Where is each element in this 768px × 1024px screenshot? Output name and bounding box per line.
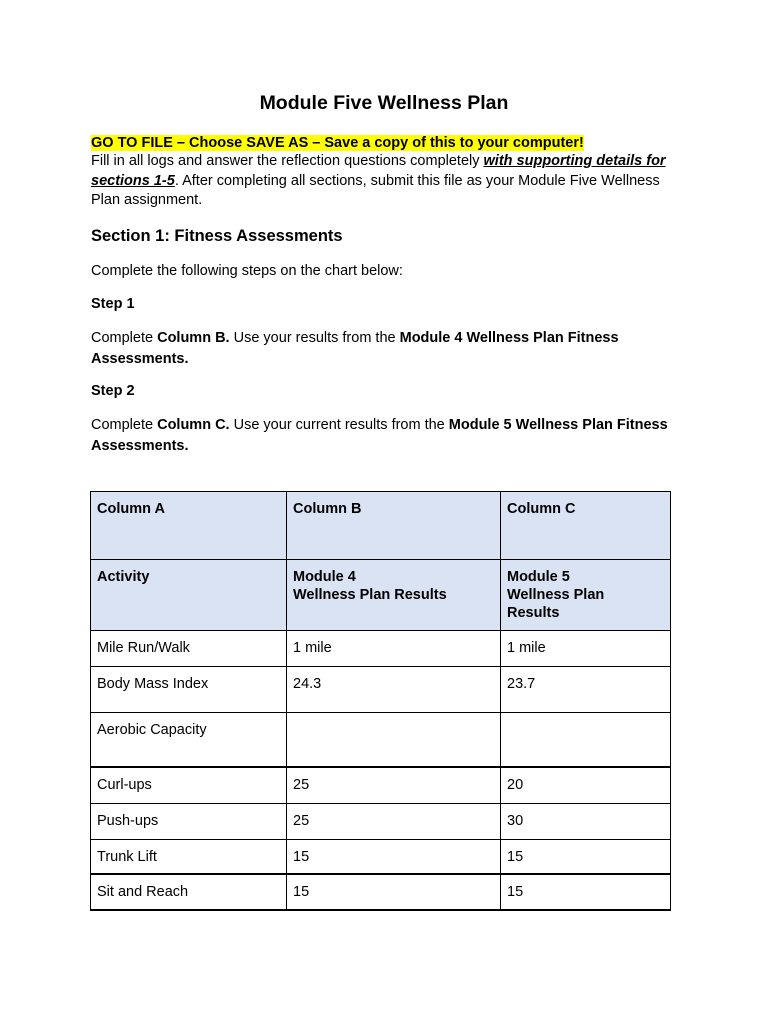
activity-cell: Trunk Lift	[91, 840, 287, 875]
step-2-b2: Module 5 Wellness Plan Fitness Assessments.	[91, 417, 668, 454]
step-2-text	[91, 415, 671, 456]
intro-text-after: . After completing all sections, submit this file as your Module Five Wellness Plan assignment.	[91, 172, 660, 208]
activity-cell: Curl-ups	[91, 767, 287, 804]
module5-result-cell[interactable]: 15	[501, 874, 671, 910]
intro-emphasis: with supporting details for sections 1-5	[91, 153, 666, 189]
header-column-b: Column B	[287, 492, 501, 560]
step-1-label: Step 1	[91, 296, 135, 312]
save-instruction-text: GO TO FILE – Choose SAVE AS – Save a copy of this to your computer!	[91, 135, 584, 151]
activity-cell: Mile Run/Walk	[91, 631, 287, 667]
module4-result-cell[interactable]: 15	[287, 840, 501, 875]
activity-cell: Sit and Reach	[91, 874, 287, 910]
step-2-t2: Use your current results from the	[229, 417, 449, 433]
table-row	[91, 840, 671, 875]
save-instruction	[91, 134, 584, 152]
step-2-t1: Complete	[91, 417, 158, 433]
header-module5-results: Module 5 Wellness Plan Results	[501, 560, 671, 631]
module5-result-cell[interactable]: 30	[501, 804, 671, 840]
header-column-a: Column A	[91, 492, 287, 560]
module4-result-cell[interactable]: 25	[287, 804, 501, 840]
activity-cell: Push-ups	[91, 804, 287, 840]
module4-result-cell[interactable]	[287, 713, 501, 768]
module5-result-cell[interactable]: 15	[501, 840, 671, 875]
module5-result-cell[interactable]: 23.7	[501, 667, 671, 713]
document-title: Module Five Wellness Plan	[259, 92, 509, 114]
header-activity: Activity	[91, 560, 287, 631]
intro-paragraph	[91, 152, 671, 211]
module4-result-cell[interactable]: 15	[287, 874, 501, 910]
header-module4-results: Module 4 Wellness Plan Results	[287, 560, 501, 631]
section-1-heading: Section 1: Fitness Assessments	[91, 227, 343, 245]
table-row	[91, 874, 671, 910]
step-1-t1: Complete	[91, 330, 158, 346]
fitness-assessment-table	[90, 491, 671, 911]
table-row	[91, 667, 671, 713]
step-2-b1: Column C.	[157, 417, 230, 433]
section-1-instructions: Complete the following steps on the chart below:	[91, 263, 403, 279]
intro-text-before: Fill in all logs and answer the reflection questions completely	[91, 153, 484, 169]
table-row	[91, 713, 671, 768]
step-1-text	[91, 328, 671, 369]
module4-result-cell[interactable]: 1 mile	[287, 631, 501, 667]
step-1-b1: Column B.	[157, 330, 230, 346]
activity-cell: Body Mass Index	[91, 667, 287, 713]
header-column-c: Column C	[501, 492, 671, 560]
table-header-row-columns	[91, 492, 671, 560]
module5-result-cell[interactable]: 1 mile	[501, 631, 671, 667]
module4-result-cell[interactable]: 24.3	[287, 667, 501, 713]
module4-result-cell[interactable]: 25	[287, 767, 501, 804]
table-row	[91, 767, 671, 804]
step-1-b2: Module 4 Wellness Plan Fitness Assessments.	[91, 330, 619, 367]
activity-cell: Aerobic Capacity	[91, 713, 287, 768]
table-header-row-labels	[91, 560, 671, 631]
step-1-t2: Use your results from the	[229, 330, 400, 346]
module5-result-cell[interactable]	[501, 713, 671, 768]
table-row	[91, 631, 671, 667]
table-row	[91, 804, 671, 840]
step-2-label: Step 2	[91, 383, 135, 399]
module5-result-cell[interactable]: 20	[501, 767, 671, 804]
